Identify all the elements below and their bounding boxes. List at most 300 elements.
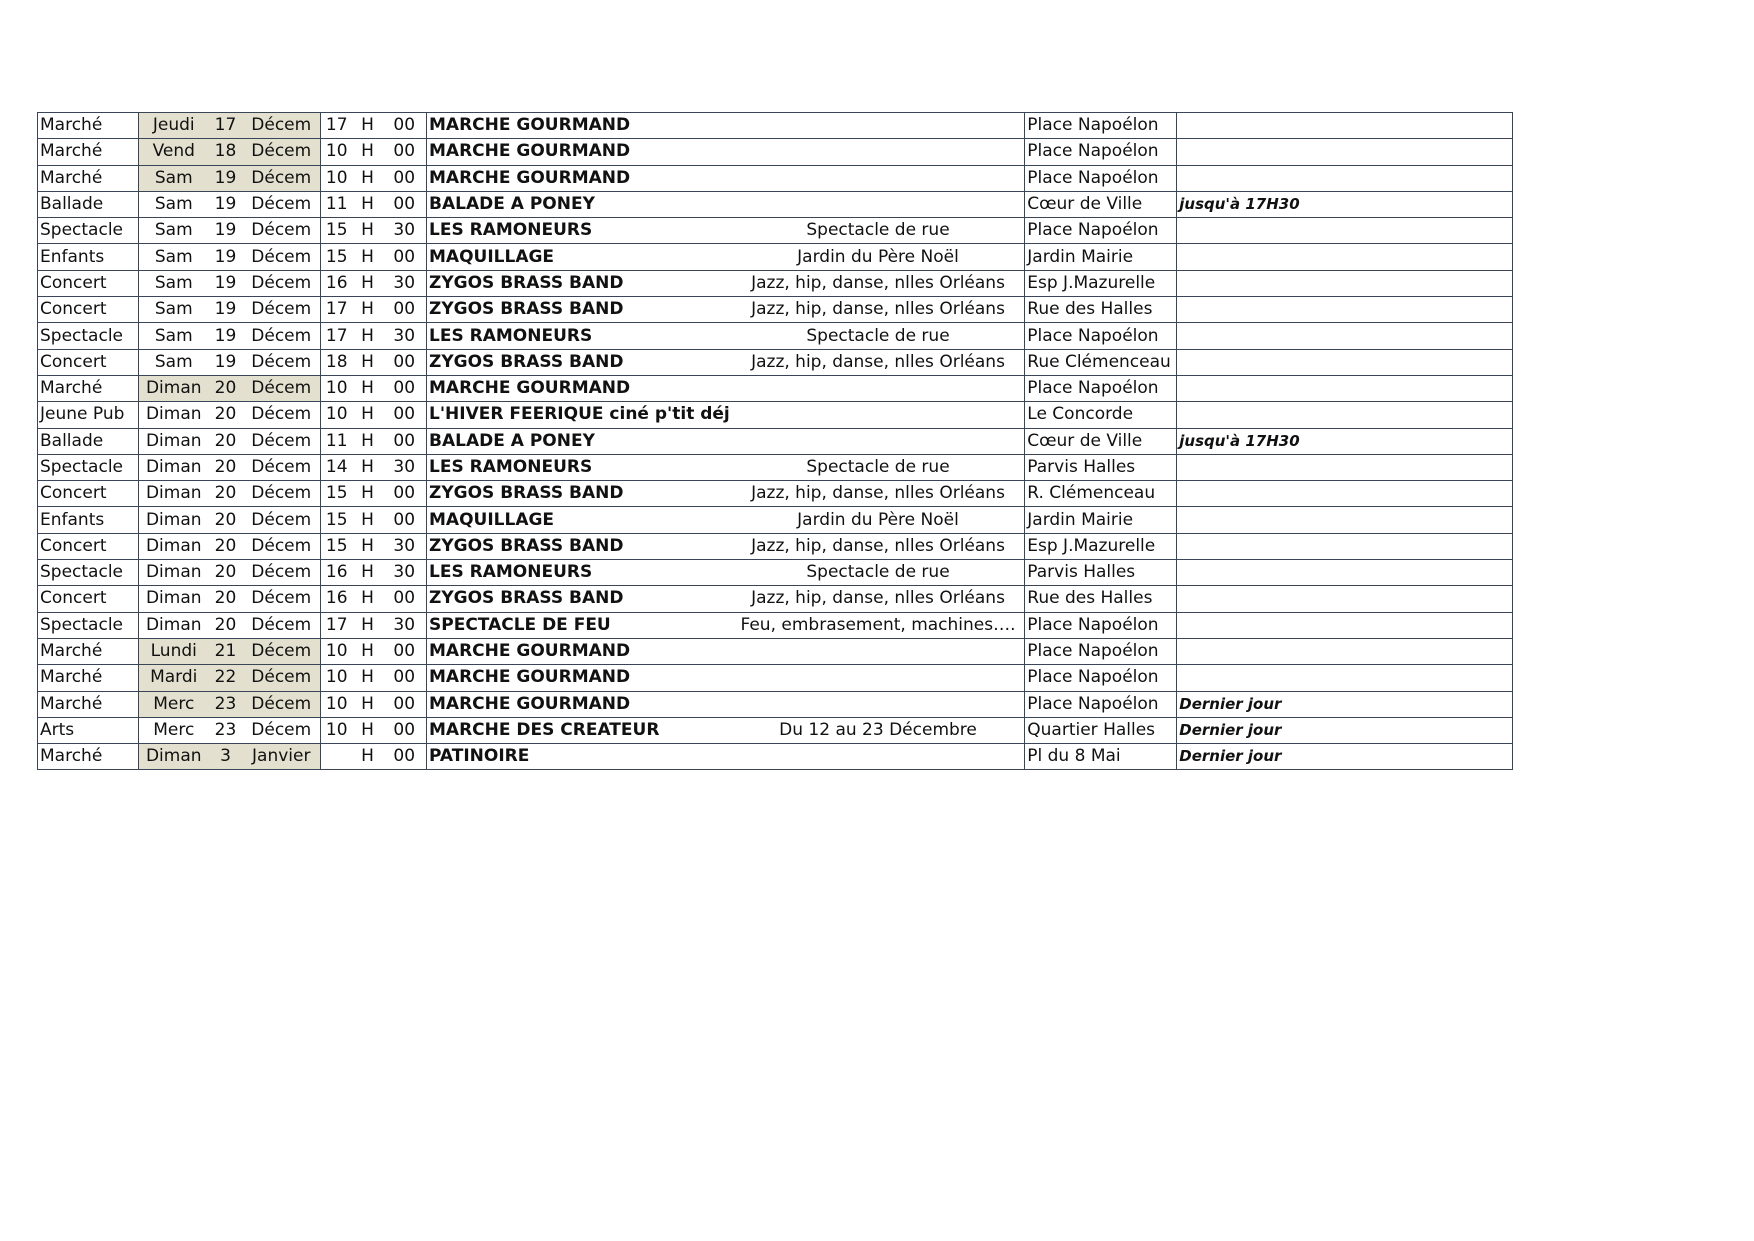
day-cell: Merc [139, 691, 209, 717]
hour-cell: 17 [321, 113, 353, 139]
note-cell [1177, 481, 1513, 507]
note-cell: Dernier jour [1177, 691, 1513, 717]
table-row [38, 402, 1513, 428]
day-cell: Diman [139, 375, 209, 401]
event-description-cell: Jardin du Père Noël [732, 507, 1025, 533]
note-cell [1177, 560, 1513, 586]
minute-cell: 30 [383, 270, 427, 296]
hour-label-cell: H [353, 428, 383, 454]
minute-cell: 30 [383, 323, 427, 349]
hour-label-cell: H [353, 560, 383, 586]
category-cell: Marché [38, 139, 139, 165]
category-cell: Marché [38, 744, 139, 770]
event-title-cell: MARCHE GOURMAND [427, 375, 732, 401]
table-row [38, 270, 1513, 296]
hour-cell: 10 [321, 139, 353, 165]
event-title-cell: ZYGOS BRASS BAND [427, 586, 732, 612]
hour-label-cell: H [353, 638, 383, 664]
hour-label-cell: H [353, 586, 383, 612]
month-cell: Décem [243, 481, 321, 507]
hour-label-cell: H [353, 270, 383, 296]
note-cell [1177, 454, 1513, 480]
hour-cell [321, 744, 353, 770]
note-cell [1177, 375, 1513, 401]
day-cell: Sam [139, 323, 209, 349]
minute-cell: 00 [383, 691, 427, 717]
event-title-cell: MARCHE GOURMAND [427, 139, 732, 165]
date-cell: 19 [209, 218, 243, 244]
minute-cell: 00 [383, 244, 427, 270]
note-cell [1177, 244, 1513, 270]
day-cell: Diman [139, 454, 209, 480]
month-cell: Décem [243, 665, 321, 691]
date-cell: 20 [209, 560, 243, 586]
event-description-cell [732, 744, 1025, 770]
hour-label-cell: H [353, 165, 383, 191]
location-cell: Place Napoélon [1025, 375, 1177, 401]
hour-label-cell: H [353, 481, 383, 507]
event-title-cell: ZYGOS BRASS BAND [427, 349, 732, 375]
month-cell: Décem [243, 165, 321, 191]
month-cell: Décem [243, 691, 321, 717]
day-cell: Sam [139, 218, 209, 244]
day-cell: Sam [139, 244, 209, 270]
hour-cell: 16 [321, 586, 353, 612]
location-cell: Quartier Halles [1025, 717, 1177, 743]
hour-label-cell: H [353, 323, 383, 349]
table-row [38, 744, 1513, 770]
hour-cell: 15 [321, 218, 353, 244]
date-cell: 23 [209, 691, 243, 717]
day-cell: Diman [139, 402, 209, 428]
minute-cell: 00 [383, 717, 427, 743]
hour-cell: 18 [321, 349, 353, 375]
category-cell: Marché [38, 638, 139, 664]
hour-label-cell: H [353, 349, 383, 375]
note-cell [1177, 165, 1513, 191]
month-cell: Décem [243, 218, 321, 244]
event-title-cell: BALADE A PONEY [427, 191, 732, 217]
minute-cell: 30 [383, 612, 427, 638]
table-row [38, 533, 1513, 559]
category-cell: Concert [38, 586, 139, 612]
date-cell: 19 [209, 270, 243, 296]
month-cell: Décem [243, 244, 321, 270]
month-cell: Décem [243, 113, 321, 139]
date-cell: 20 [209, 586, 243, 612]
date-cell: 22 [209, 665, 243, 691]
hour-label-cell: H [353, 665, 383, 691]
hour-label-cell: H [353, 717, 383, 743]
event-description-cell: Jazz, hip, danse, nlles Orléans [732, 349, 1025, 375]
date-cell: 20 [209, 402, 243, 428]
table-row [38, 113, 1513, 139]
location-cell: Place Napoélon [1025, 218, 1177, 244]
month-cell: Décem [243, 139, 321, 165]
hour-label-cell: H [353, 375, 383, 401]
table-row [38, 323, 1513, 349]
event-description-cell [732, 113, 1025, 139]
category-cell: Enfants [38, 244, 139, 270]
day-cell: Sam [139, 297, 209, 323]
month-cell: Décem [243, 428, 321, 454]
hour-cell: 15 [321, 244, 353, 270]
note-cell: Dernier jour [1177, 744, 1513, 770]
note-cell [1177, 533, 1513, 559]
day-cell: Sam [139, 270, 209, 296]
table-row [38, 638, 1513, 664]
day-cell: Diman [139, 612, 209, 638]
date-cell: 19 [209, 165, 243, 191]
category-cell: Spectacle [38, 454, 139, 480]
category-cell: Ballade [38, 428, 139, 454]
table-row [38, 218, 1513, 244]
event-description-cell: Spectacle de rue [732, 454, 1025, 480]
location-cell: Rue des Halles [1025, 297, 1177, 323]
table-row [38, 586, 1513, 612]
table-row [38, 665, 1513, 691]
category-cell: Concert [38, 481, 139, 507]
hour-cell: 10 [321, 717, 353, 743]
hour-cell: 15 [321, 533, 353, 559]
date-cell: 19 [209, 191, 243, 217]
hour-label-cell: H [353, 402, 383, 428]
month-cell: Décem [243, 349, 321, 375]
date-cell: 19 [209, 244, 243, 270]
note-cell [1177, 139, 1513, 165]
month-cell: Décem [243, 270, 321, 296]
month-cell: Décem [243, 323, 321, 349]
category-cell: Ballade [38, 191, 139, 217]
day-cell: Sam [139, 165, 209, 191]
hour-cell: 10 [321, 691, 353, 717]
minute-cell: 00 [383, 428, 427, 454]
event-description-cell [732, 375, 1025, 401]
minute-cell: 00 [383, 297, 427, 323]
location-cell: Rue des Halles [1025, 586, 1177, 612]
table-row [38, 165, 1513, 191]
category-cell: Spectacle [38, 612, 139, 638]
month-cell: Décem [243, 507, 321, 533]
event-title-cell: LES RAMONEURS [427, 560, 732, 586]
hour-cell: 14 [321, 454, 353, 480]
hour-label-cell: H [353, 507, 383, 533]
month-cell: Décem [243, 297, 321, 323]
category-cell: Spectacle [38, 323, 139, 349]
event-title-cell: LES RAMONEURS [427, 218, 732, 244]
event-description-cell [732, 691, 1025, 717]
month-cell: Décem [243, 717, 321, 743]
event-title-cell: BALADE A PONEY [427, 428, 732, 454]
hour-cell: 16 [321, 560, 353, 586]
day-cell: Diman [139, 481, 209, 507]
month-cell: Janvier [243, 744, 321, 770]
note-cell [1177, 270, 1513, 296]
hour-label-cell: H [353, 691, 383, 717]
location-cell: Parvis Halles [1025, 454, 1177, 480]
date-cell: 18 [209, 139, 243, 165]
note-cell [1177, 218, 1513, 244]
category-cell: Marché [38, 375, 139, 401]
location-cell: Place Napoélon [1025, 691, 1177, 717]
event-title-cell: MARCHE GOURMAND [427, 113, 732, 139]
date-cell: 20 [209, 454, 243, 480]
events-table-body [38, 113, 1513, 770]
event-description-cell: Jazz, hip, danse, nlles Orléans [732, 270, 1025, 296]
event-title-cell: MARCHE DES CREATEUR [427, 717, 732, 743]
event-description-cell: Jazz, hip, danse, nlles Orléans [732, 481, 1025, 507]
table-row [38, 481, 1513, 507]
table-row [38, 375, 1513, 401]
hour-label-cell: H [353, 297, 383, 323]
minute-cell: 00 [383, 375, 427, 401]
day-cell: Merc [139, 717, 209, 743]
minute-cell: 00 [383, 139, 427, 165]
month-cell: Décem [243, 612, 321, 638]
day-cell: Vend [139, 139, 209, 165]
day-cell: Jeudi [139, 113, 209, 139]
hour-cell: 11 [321, 191, 353, 217]
event-title-cell: LES RAMONEURS [427, 323, 732, 349]
event-title-cell: LES RAMONEURS [427, 454, 732, 480]
day-cell: Diman [139, 744, 209, 770]
date-cell: 19 [209, 349, 243, 375]
hour-label-cell: H [353, 454, 383, 480]
day-cell: Diman [139, 586, 209, 612]
location-cell: Esp J.Mazurelle [1025, 533, 1177, 559]
location-cell: Place Napoélon [1025, 323, 1177, 349]
location-cell: Le Concorde [1025, 402, 1177, 428]
date-cell: 21 [209, 638, 243, 664]
event-description-cell [732, 638, 1025, 664]
note-cell [1177, 612, 1513, 638]
minute-cell: 00 [383, 665, 427, 691]
category-cell: Marché [38, 665, 139, 691]
event-title-cell: ZYGOS BRASS BAND [427, 297, 732, 323]
month-cell: Décem [243, 533, 321, 559]
category-cell: Marché [38, 165, 139, 191]
date-cell: 17 [209, 113, 243, 139]
event-description-cell: Feu, embrasement, machines…. [732, 612, 1025, 638]
event-title-cell: MARCHE GOURMAND [427, 691, 732, 717]
hour-label-cell: H [353, 244, 383, 270]
date-cell: 19 [209, 323, 243, 349]
category-cell: Concert [38, 297, 139, 323]
category-cell: Jeune Pub [38, 402, 139, 428]
hour-cell: 17 [321, 323, 353, 349]
table-row [38, 454, 1513, 480]
hour-cell: 10 [321, 375, 353, 401]
day-cell: Diman [139, 560, 209, 586]
date-cell: 23 [209, 717, 243, 743]
hour-cell: 17 [321, 612, 353, 638]
minute-cell: 00 [383, 638, 427, 664]
event-description-cell [732, 665, 1025, 691]
date-cell: 19 [209, 297, 243, 323]
location-cell: Place Napoélon [1025, 638, 1177, 664]
note-cell [1177, 507, 1513, 533]
note-cell [1177, 323, 1513, 349]
minute-cell: 00 [383, 507, 427, 533]
date-cell: 20 [209, 612, 243, 638]
note-cell [1177, 297, 1513, 323]
event-description-cell: Du 12 au 23 Décembre [732, 717, 1025, 743]
table-row [38, 191, 1513, 217]
location-cell: Pl du 8 Mai [1025, 744, 1177, 770]
hour-label-cell: H [353, 218, 383, 244]
day-cell: Diman [139, 533, 209, 559]
date-cell: 20 [209, 428, 243, 454]
event-title-cell: MARCHE GOURMAND [427, 638, 732, 664]
event-description-cell: Jazz, hip, danse, nlles Orléans [732, 586, 1025, 612]
minute-cell: 00 [383, 744, 427, 770]
hour-label-cell: H [353, 113, 383, 139]
day-cell: Diman [139, 507, 209, 533]
day-cell: Sam [139, 191, 209, 217]
event-description-cell: Spectacle de rue [732, 323, 1025, 349]
hour-cell: 10 [321, 638, 353, 664]
table-row [38, 612, 1513, 638]
date-cell: 20 [209, 481, 243, 507]
category-cell: Concert [38, 533, 139, 559]
table-row [38, 428, 1513, 454]
minute-cell: 00 [383, 349, 427, 375]
hour-label-cell: H [353, 533, 383, 559]
hour-cell: 16 [321, 270, 353, 296]
location-cell: Jardin Mairie [1025, 507, 1177, 533]
day-cell: Diman [139, 428, 209, 454]
month-cell: Décem [243, 454, 321, 480]
location-cell: Cœur de Ville [1025, 191, 1177, 217]
event-description-cell [732, 428, 1025, 454]
category-cell: Concert [38, 349, 139, 375]
date-cell: 20 [209, 507, 243, 533]
event-description-cell: Jazz, hip, danse, nlles Orléans [732, 297, 1025, 323]
hour-cell: 17 [321, 297, 353, 323]
month-cell: Décem [243, 638, 321, 664]
category-cell: Spectacle [38, 560, 139, 586]
event-title-cell: MAQUILLAGE [427, 244, 732, 270]
minute-cell: 00 [383, 481, 427, 507]
event-title-cell: MARCHE GOURMAND [427, 165, 732, 191]
date-cell: 20 [209, 533, 243, 559]
month-cell: Décem [243, 586, 321, 612]
hour-cell: 11 [321, 428, 353, 454]
minute-cell: 30 [383, 218, 427, 244]
note-cell: jusqu'à 17H30 [1177, 428, 1513, 454]
table-row [38, 717, 1513, 743]
month-cell: Décem [243, 191, 321, 217]
minute-cell: 00 [383, 586, 427, 612]
event-description-cell: Jardin du Père Noël [732, 244, 1025, 270]
table-row [38, 691, 1513, 717]
hour-cell: 15 [321, 507, 353, 533]
minute-cell: 00 [383, 113, 427, 139]
location-cell: Parvis Halles [1025, 560, 1177, 586]
table-row [38, 297, 1513, 323]
category-cell: Arts [38, 717, 139, 743]
event-description-cell [732, 191, 1025, 217]
event-description-cell: Spectacle de rue [732, 218, 1025, 244]
hour-label-cell: H [353, 612, 383, 638]
minute-cell: 00 [383, 402, 427, 428]
category-cell: Spectacle [38, 218, 139, 244]
category-cell: Enfants [38, 507, 139, 533]
event-title-cell: ZYGOS BRASS BAND [427, 270, 732, 296]
location-cell: Esp J.Mazurelle [1025, 270, 1177, 296]
note-cell: Dernier jour [1177, 717, 1513, 743]
month-cell: Décem [243, 560, 321, 586]
minute-cell: 00 [383, 191, 427, 217]
month-cell: Décem [243, 375, 321, 401]
date-cell: 3 [209, 744, 243, 770]
hour-label-cell: H [353, 744, 383, 770]
category-cell: Marché [38, 113, 139, 139]
hour-label-cell: H [353, 139, 383, 165]
event-description-cell: Jazz, hip, danse, nlles Orléans [732, 533, 1025, 559]
event-description-cell: Spectacle de rue [732, 560, 1025, 586]
location-cell: Place Napoélon [1025, 165, 1177, 191]
location-cell: Rue Clémenceau [1025, 349, 1177, 375]
table-row [38, 560, 1513, 586]
hour-cell: 10 [321, 165, 353, 191]
hour-label-cell: H [353, 191, 383, 217]
location-cell: Place Napoélon [1025, 665, 1177, 691]
table-row [38, 139, 1513, 165]
minute-cell: 30 [383, 454, 427, 480]
event-title-cell: ZYGOS BRASS BAND [427, 481, 732, 507]
hour-cell: 10 [321, 402, 353, 428]
event-title-cell: PATINOIRE [427, 744, 732, 770]
event-title-cell: MAQUILLAGE [427, 507, 732, 533]
hour-cell: 10 [321, 665, 353, 691]
note-cell [1177, 402, 1513, 428]
location-cell: Cœur de Ville [1025, 428, 1177, 454]
note-cell [1177, 349, 1513, 375]
location-cell: R. Clémenceau [1025, 481, 1177, 507]
event-title-cell: MARCHE GOURMAND [427, 665, 732, 691]
event-title-cell: ZYGOS BRASS BAND [427, 533, 732, 559]
category-cell: Marché [38, 691, 139, 717]
event-description-cell [732, 165, 1025, 191]
day-cell: Lundi [139, 638, 209, 664]
note-cell [1177, 113, 1513, 139]
note-cell: jusqu'à 17H30 [1177, 191, 1513, 217]
location-cell: Jardin Mairie [1025, 244, 1177, 270]
event-description-cell [732, 402, 1025, 428]
event-title-cell: SPECTACLE DE FEU [427, 612, 732, 638]
note-cell [1177, 586, 1513, 612]
location-cell: Place Napoélon [1025, 113, 1177, 139]
date-cell: 20 [209, 375, 243, 401]
minute-cell: 00 [383, 165, 427, 191]
minute-cell: 30 [383, 533, 427, 559]
hour-cell: 15 [321, 481, 353, 507]
table-row [38, 349, 1513, 375]
events-table [37, 112, 1513, 770]
event-description-cell [732, 139, 1025, 165]
location-cell: Place Napoélon [1025, 612, 1177, 638]
event-title-cell: L'HIVER FEERIQUE ciné p'tit déj [427, 402, 732, 428]
month-cell: Décem [243, 402, 321, 428]
day-cell: Sam [139, 349, 209, 375]
category-cell: Concert [38, 270, 139, 296]
note-cell [1177, 665, 1513, 691]
minute-cell: 30 [383, 560, 427, 586]
day-cell: Mardi [139, 665, 209, 691]
location-cell: Place Napoélon [1025, 139, 1177, 165]
table-row [38, 244, 1513, 270]
